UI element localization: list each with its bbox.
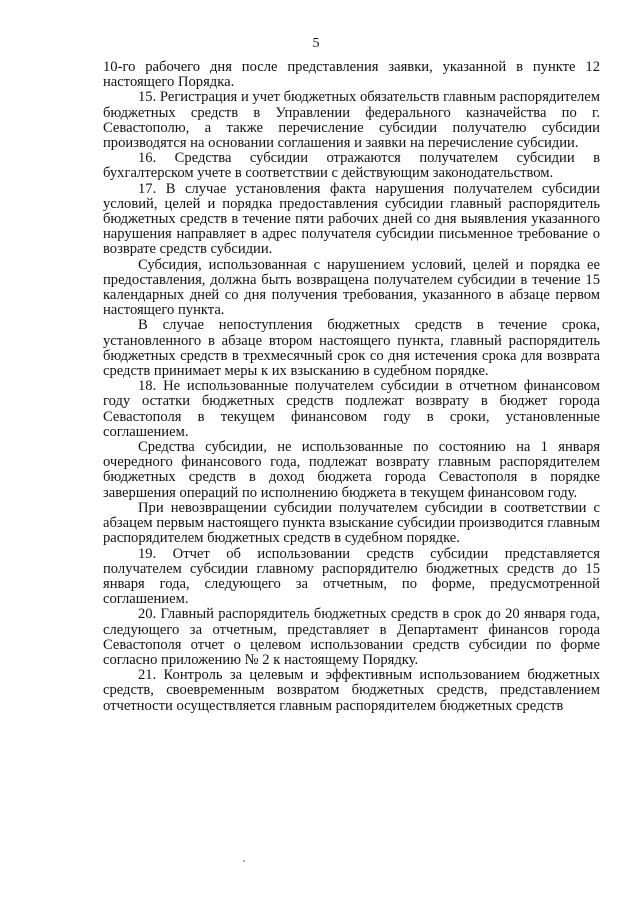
paragraph-item-18-part-3: При невозвращении субсидии получателем субсидии в соответствии с абзацем первым настоящего пункта взыскание субсидии производится главным распорядителем бюджетных средств в судебном порядке. <box>103 499 600 547</box>
paragraph-item-20: 20. Главный распорядитель бюджетных средств в срок до 20 января года, следующего за отчетным, представляет в Департамент финансов города Севастополя отчет о целевом использовании средств субсидии по форме согласно приложению № 2 к настоящему Порядку. <box>103 606 600 668</box>
paragraph-item-17: 17. В случае установления факта нарушения получателем субсидии условий, целей и порядка предоставления субсидии главный распорядитель бюджетных средств в течение пяти рабочих дней со дня выявления указанного нарушения направляет в адрес получателя субсидии письменное требование о возврате средств субсидии. <box>103 180 600 258</box>
paragraph-item-21: 21. Контроль за целевым и эффективным использованием бюджетных средств, своевременным возвратом бюджетных средств, представлением отчетности осуществляется главным распорядителем бюджетных средств <box>103 667 600 714</box>
paragraph-item-17-part-3: В случае непоступления бюджетных средств в течение срока, установленного в абзаце втором настоящего пункта, главный распорядитель бюджетных средств в трехмесячный срок со дня истечения срока для возврата средств принимает меры к их взысканию в судебном порядке. <box>103 317 600 380</box>
paragraph-item-18-part-2: Средства субсидии, не использованные по состоянию на 1 января очередного финансового года, подлежат возврату главным распорядителем бюджетных средств в доход бюджета города Севастополя в порядке завершения операций по исполнению бюджета в текущем финансовом году. <box>103 439 600 501</box>
paragraph-item-18: 18. Не использованные получателем субсидии в отчетном финансовом году остатки бюджетных средств подлежат возврату в бюджет города Севастополя в текущем финансовом году в сроки, установленные соглашением. <box>103 378 600 440</box>
scan-speck <box>243 860 245 862</box>
paragraph-item-16: 16. Средства субсидии отражаются получателем субсидии в бухгалтерском учете в соответствии с действующим законодательством. <box>103 150 600 182</box>
paragraph-item-17-part-2: Субсидия, использованная с нарушением условий, целей и порядка ее предоставления, должна быть возвращена получателем субсидии в течение 15 календарных дней со дня получения требования, указанного в абзаце первом настоящего пункта. <box>103 256 600 319</box>
paragraph-item-15: 15. Регистрация и учет бюджетных обязательств главным распорядителем бюджетных средств в Управлении федерального казначейства по г. Севастополю, а также перечисление субсидии получателю субсидии производятся на основании соглашения и заявки на перечисление субсидии. <box>103 89 600 152</box>
document-body <box>103 60 600 714</box>
paragraph-item-19: 19. Отчет об использовании средств субсидии представляется получателем субсидии главному распорядителю бюджетных средств до 15 января года, следующего за отчетным, по форме, предусмотренной соглашением. <box>103 545 600 608</box>
paragraph-continuation: 10-го рабочего дня после представления заявки, указанной в пункте 12 настоящего Порядка. <box>103 59 600 91</box>
page-number: 5 <box>312 36 320 51</box>
